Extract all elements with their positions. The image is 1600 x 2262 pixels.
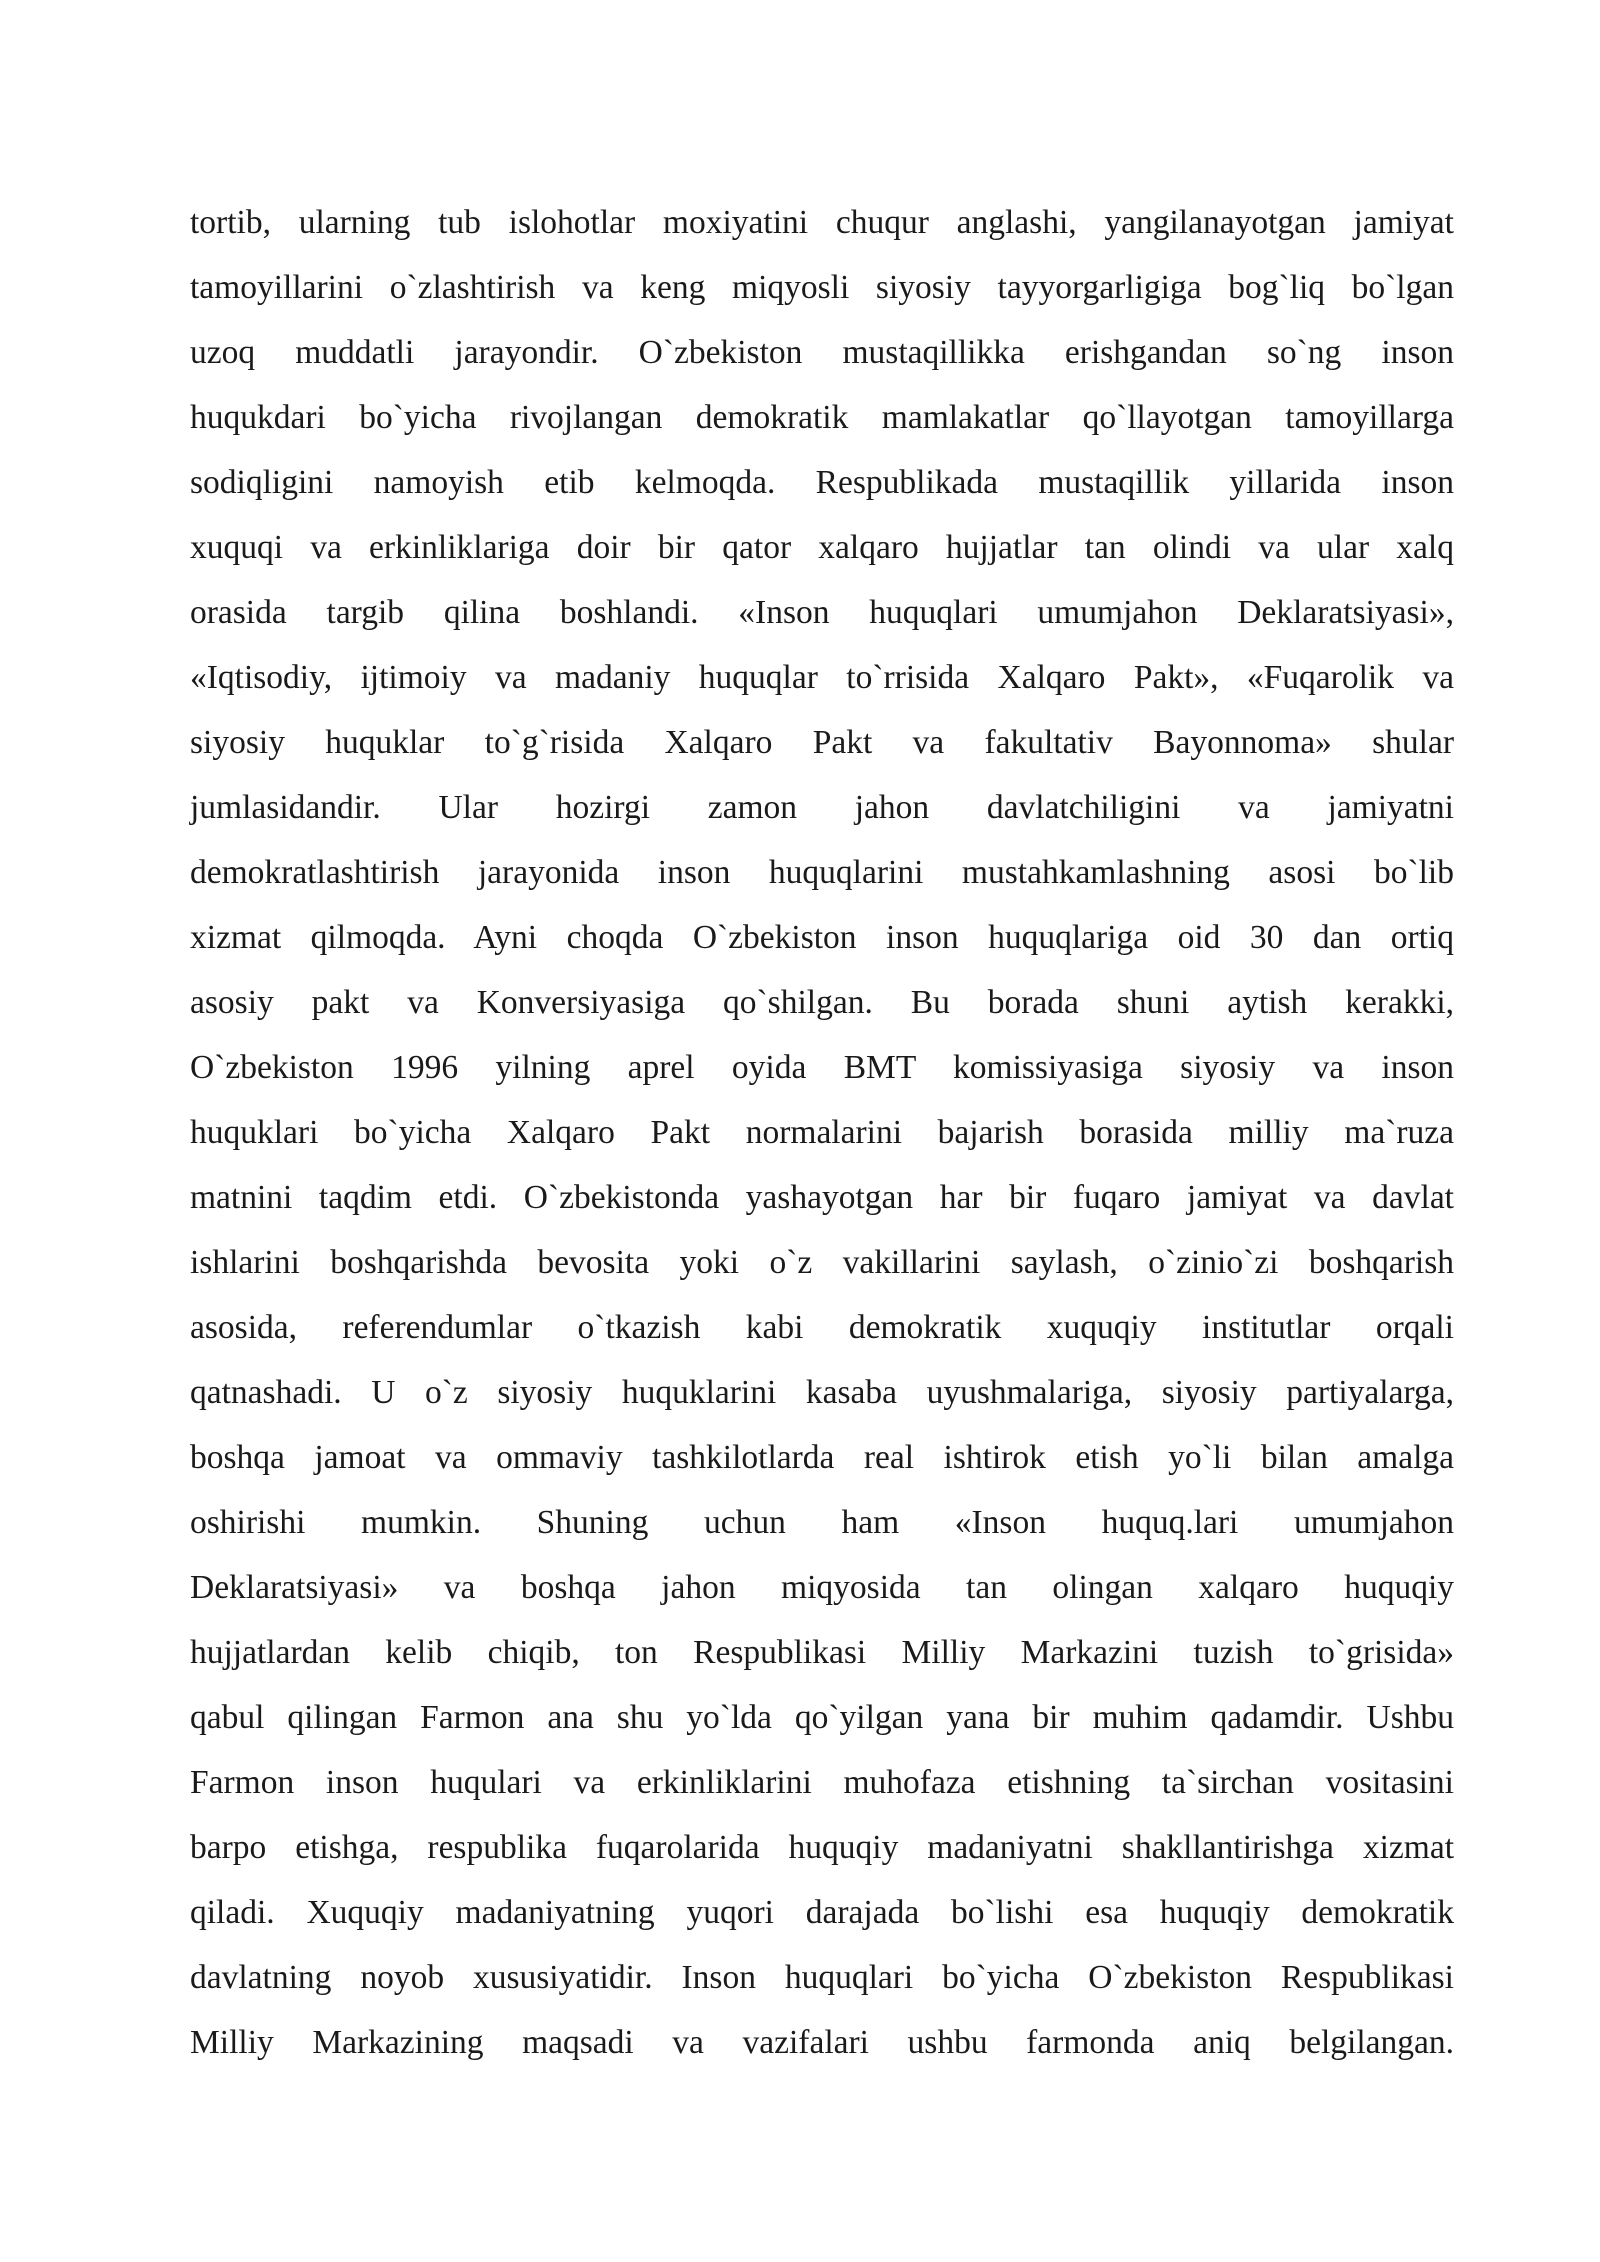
text-line: davlatning noyob xususiyatidir. Inson huquqlari bo`yicha O`zbekiston Respublikasi <box>190 1959 1454 1996</box>
text-line: barpo etishga, respublika fuqarolarida huquqiy madaniyatni shakllantirishga xizmat <box>190 1829 1454 1866</box>
text-line: hujjatlardan kelib chiqib, ton Respublikasi Milliy Markazini tuzish to`grisida» <box>190 1634 1454 1671</box>
text-line: uzoq muddatli jarayondir. O`zbekiston mustaqillikka erishgandan so`ng inson <box>190 334 1454 371</box>
text-line: Farmon inson huqulari va erkinliklarini muhofaza etishning ta`sirchan vositasini <box>190 1764 1454 1801</box>
text-line: demokratlashtirish jarayonida inson huquqlarini mustahkamlashning asosi bo`lib <box>190 854 1454 891</box>
text-line: xizmat qilmoqda. Ayni choqda O`zbekiston inson huquqlariga oid 30 dan ortiq <box>190 919 1454 956</box>
text-line: xuquqi va erkinliklariga doir bir qator xalqaro hujjatlar tan olindi va ular xalq <box>190 529 1454 566</box>
body-paragraph <box>190 190 1454 2075</box>
text-line: tortib, ularning tub islohotlar moxiyatini chuqur anglashi, yangilanayotgan jamiyat <box>190 204 1454 241</box>
text-line: asosida, referendumlar o`tkazish kabi demokratik xuquqiy institutlar orqali <box>190 1309 1454 1346</box>
text-line: qatnashadi. U o`z siyosiy huquklarini kasaba uyushmalariga, siyosiy partiyalarga, <box>190 1374 1454 1411</box>
text-line: orasida targib qilina boshlandi. «Inson huquqlari umumjahon Deklaratsiyasi», <box>190 594 1454 631</box>
text-line: huquklari bo`yicha Xalqaro Pakt normalarini bajarish borasida milliy ma`ruza <box>190 1114 1454 1151</box>
text-line: boshqa jamoat va ommaviy tashkilotlarda real ishtirok etish yo`li bilan amalga <box>190 1439 1454 1476</box>
text-line: matnini taqdim etdi. O`zbekistonda yashayotgan har bir fuqaro jamiyat va davlat <box>190 1179 1454 1216</box>
text-line: O`zbekiston 1996 yilning aprel oyida BMT komissiyasiga siyosiy va inson <box>190 1049 1454 1086</box>
text-line: «Iqtisodiy, ijtimoiy va madaniy huquqlar to`rrisida Xalqaro Pakt», «Fuqarolik va <box>190 659 1454 696</box>
text-line: asosiy pakt va Konversiyasiga qo`shilgan. Bu borada shuni aytish kerakki, <box>190 984 1454 1021</box>
text-line: jumlasidandir. Ular hozirgi zamon jahon davlatchiligini va jamiyatni <box>190 789 1454 826</box>
text-line: oshirishi mumkin. Shuning uchun ham «Inson huquq.lari umumjahon <box>190 1504 1454 1541</box>
text-line: huqukdari bo`yicha rivojlangan demokratik mamlakatlar qo`llayotgan tamoyillarga <box>190 399 1454 436</box>
text-line: tamoyillarini o`zlashtirish va keng miqyosli siyosiy tayyorgarligiga bog`liq bo`lgan <box>190 269 1454 306</box>
text-line: siyosiy huquklar to`g`risida Xalqaro Pakt va fakultativ Bayonnoma» shular <box>190 724 1454 761</box>
text-line: Deklaratsiyasi» va boshqa jahon miqyosida tan olingan xalqaro huquqiy <box>190 1569 1454 1606</box>
text-line: qiladi. Xuquqiy madaniyatning yuqori darajada bo`lishi esa huquqiy demokratik <box>190 1894 1454 1931</box>
text-line: Milliy Markazining maqsadi va vazifalari ushbu farmonda aniq belgilangan. <box>190 2024 1454 2061</box>
text-line: sodiqligini namoyish etib kelmoqda. Respublikada mustaqillik yillarida inson <box>190 464 1454 501</box>
text-line: qabul qilingan Farmon ana shu yo`lda qo`yilgan yana bir muhim qadamdir. Ushbu <box>190 1699 1454 1736</box>
text-line: ishlarini boshqarishda bevosita yoki o`z vakillarini saylash, o`zinio`zi boshqarish <box>190 1244 1454 1281</box>
